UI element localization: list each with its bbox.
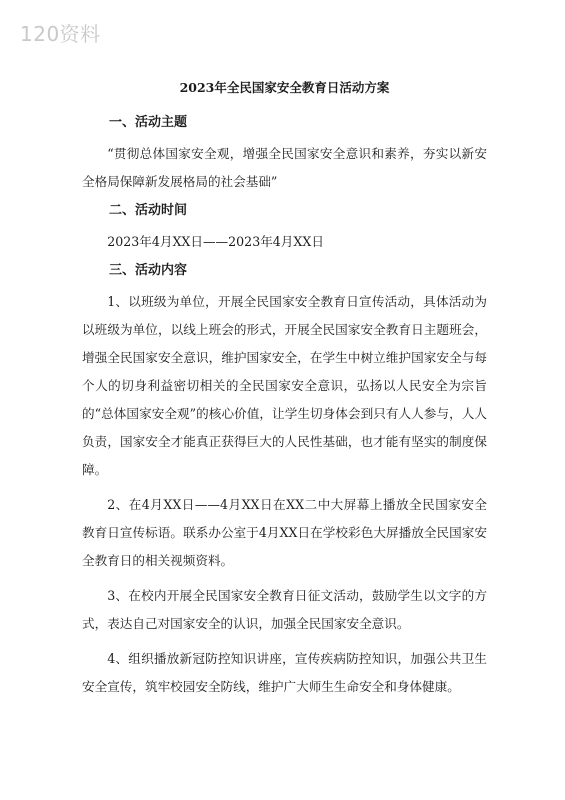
document-title: 2023年全民国家安全教育日活动方案 <box>179 80 390 95</box>
section-heading-theme: 一、活动主题 <box>109 115 188 130</box>
section-heading-time: 二、活动时间 <box>109 203 188 218</box>
content-item-2: 2、在4月XX日——4月XX日在XX二中大屏幕上播放全民国家安全教育日宣传标语。联系办公室于4月XX日在学校彩色大屏播放全民国家安全教育日的相关视频资料。 <box>82 497 487 568</box>
section-heading-content: 三、活动内容 <box>109 263 188 278</box>
watermark: 120资料 <box>20 22 101 46</box>
section-text-theme: “贯彻总体国家安全观，增强全民国家安全意识和素养，夯实以新安全格局保障新发展格局的社会基础” <box>82 146 487 189</box>
document-body <box>82 80 487 708</box>
section-text-time: 2023年4月XX日——2023年4月XX日 <box>107 234 324 249</box>
content-item-3: 3、在校内开展全民国家安全教育日征文活动，鼓励学生以文字的方式，表达自己对国家安全的认识，加强全民国家安全意识。 <box>82 588 487 631</box>
content-item-1: 1、以班级为单位，开展全民国家安全教育日宣传活动，具体活动为以班级为单位，以线上班会的形式，开展全民国家安全教育日主题班会，增强全民国家安全意识，维护国家安全，在学生中树立维护国家安全与每个人的切身利益密切相关的全民国家安全意识，弘扬以人民安全为宗旨的“总体国家安全观”的核心价值，让学生切身体会到只有人人参与，人人负责，国家安全才能真正获得巨大的人民性基础，也才能有坚实的制度保障。 <box>82 294 487 477</box>
content-item-4: 4、组织播放新冠防控知识讲座，宣传疾病防控知识，加强公共卫生安全宣传，筑牢校园安全防线，维护广大师生生命安全和身体健康。 <box>82 651 487 694</box>
